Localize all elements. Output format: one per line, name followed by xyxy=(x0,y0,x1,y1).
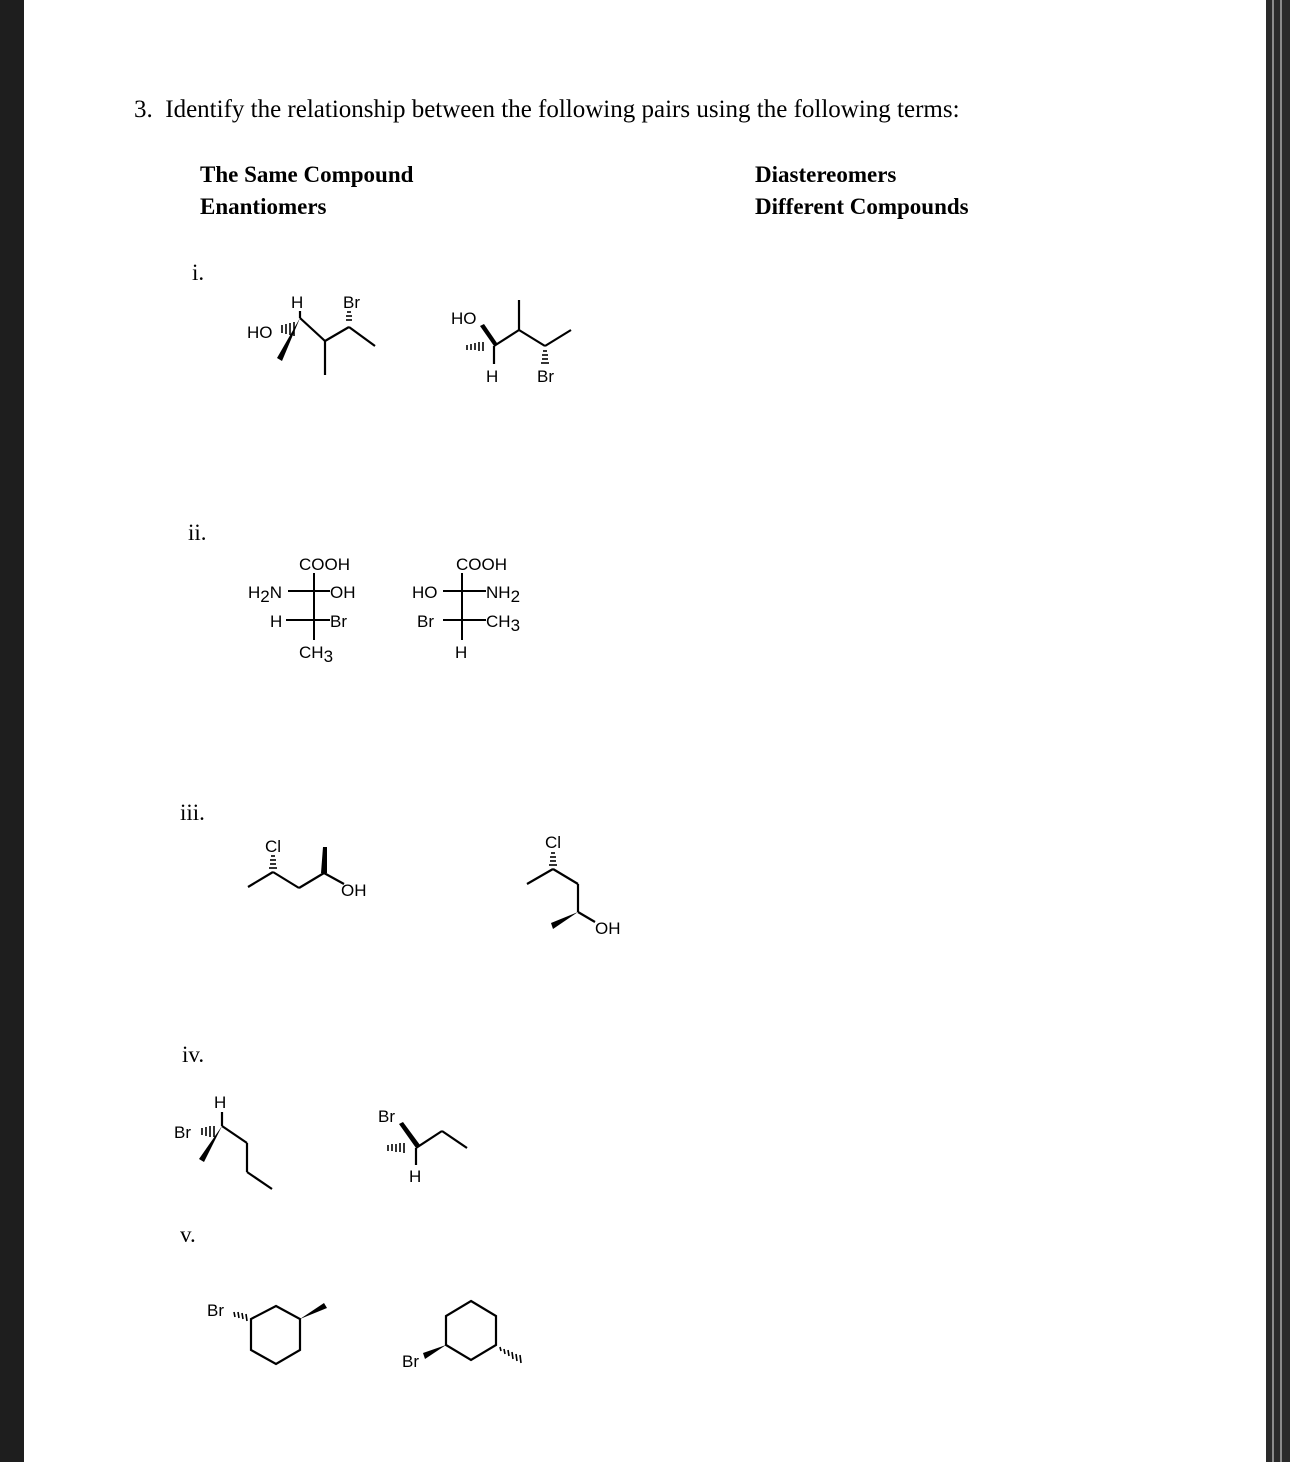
structure-ii-left xyxy=(286,573,330,640)
hash-bond xyxy=(549,853,557,865)
structure-v-left xyxy=(234,1303,327,1364)
atom-H: H xyxy=(291,293,304,312)
hash-bond xyxy=(500,1347,521,1363)
atom-Br: Br xyxy=(343,293,360,312)
atom-Cl: Cl xyxy=(545,833,562,852)
cyclohexane-ring xyxy=(251,1306,300,1364)
structure-ii-right xyxy=(443,573,486,640)
wedge-bond xyxy=(423,1345,446,1359)
atom-Cl: Cl xyxy=(265,837,282,856)
structure-iii-right xyxy=(527,853,595,929)
wedge-bond xyxy=(300,1303,327,1319)
wedge-bond xyxy=(277,318,300,361)
hash-bond xyxy=(202,1126,214,1137)
term-diastereomers: Diastereomers xyxy=(755,162,897,187)
atom-H: H xyxy=(409,1167,422,1186)
hash-bond xyxy=(467,342,549,363)
atom-Br: Br xyxy=(378,1107,395,1126)
atom-Br: Br xyxy=(537,367,554,386)
atom-HO: HO xyxy=(451,309,477,328)
part-v-label: v. xyxy=(180,1222,196,1247)
atom-H: H xyxy=(214,1093,227,1112)
group-NH2: NH2 xyxy=(486,583,521,606)
atom-Br: Br xyxy=(207,1301,224,1320)
hash-bond xyxy=(388,1143,404,1153)
wedge-bond xyxy=(321,847,327,873)
structure-i-left xyxy=(277,311,375,375)
part-iii-label: iii. xyxy=(180,800,205,825)
wedge-bond xyxy=(399,1122,420,1148)
atom-H: H xyxy=(486,367,499,386)
atom-HO: HO xyxy=(247,323,273,342)
atom-H: H xyxy=(455,643,468,662)
atom-H: H xyxy=(270,612,283,631)
part-iv-label: iv. xyxy=(182,1042,205,1067)
part-i-label: i. xyxy=(192,260,205,285)
group-H2N: H2N xyxy=(248,583,283,606)
group-HO: HO xyxy=(412,583,438,602)
structure-iv-right xyxy=(388,1122,467,1165)
structure-iii-left xyxy=(248,847,344,888)
group-OH: OH xyxy=(595,919,621,938)
atom-Br: Br xyxy=(402,1352,419,1371)
term-enantiomers: Enantiomers xyxy=(200,194,327,219)
structure-iv-left xyxy=(199,1112,272,1189)
question-number: 3. xyxy=(134,96,153,123)
term-different-compounds: Different Compounds xyxy=(755,194,969,219)
group-COOH: COOH xyxy=(299,555,350,574)
structure-v-right xyxy=(423,1301,521,1363)
hash-bond xyxy=(269,856,277,868)
structure-i-right xyxy=(467,300,571,364)
group-CH3: CH3 xyxy=(486,612,521,635)
hash-bond xyxy=(234,1312,247,1321)
cyclohexane-ring xyxy=(446,1301,496,1360)
question-prompt: Identify the relationship between the following pairs using the following terms: xyxy=(165,96,960,123)
part-ii-label: ii. xyxy=(188,520,207,545)
atom-Br: Br xyxy=(330,612,347,631)
group-CH3: CH3 xyxy=(299,643,334,666)
group-COOH: COOH xyxy=(456,555,507,574)
atom-Br: Br xyxy=(417,612,434,631)
term-same-compound: The Same Compound xyxy=(200,162,414,187)
group-OH: OH xyxy=(330,583,356,602)
wedge-bond xyxy=(551,912,578,929)
group-OH: OH xyxy=(341,881,367,900)
atom-Br: Br xyxy=(174,1123,191,1142)
